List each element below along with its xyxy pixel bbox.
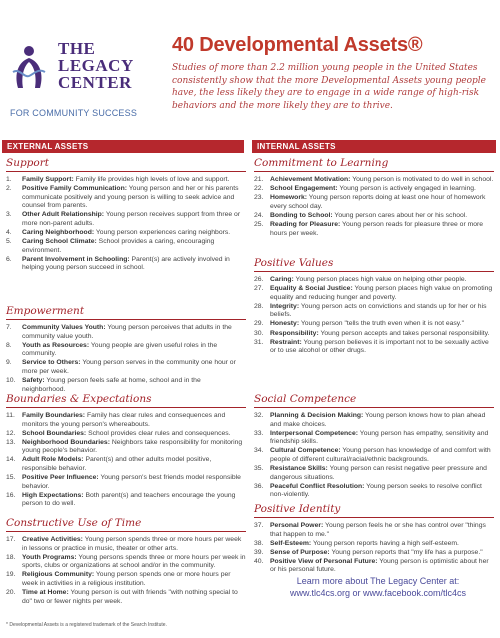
- asset-term: Parent Involvement in Schooling:: [22, 255, 130, 263]
- section-heading: Positive Values: [254, 256, 494, 272]
- logo-word-the: THE: [58, 39, 96, 58]
- asset-number: 12.: [6, 429, 16, 437]
- asset-item: [6, 536, 246, 553]
- asset-term: Honesty:: [270, 320, 300, 328]
- asset-item: [6, 256, 246, 273]
- asset-term: Restraint:: [270, 338, 302, 346]
- asset-item: [254, 558, 494, 575]
- asset-number: 39.: [254, 548, 264, 556]
- asset-term: Homework:: [270, 194, 308, 202]
- asset-item: [254, 194, 494, 211]
- asset-description: Young person can resist negative peer pressure and dangerous situations.: [270, 465, 487, 481]
- asset-term: Positive View of Personal Future:: [270, 557, 378, 565]
- asset-item: [6, 439, 246, 456]
- asset-item: [254, 185, 494, 194]
- asset-term: Personal Power:: [270, 522, 324, 529]
- section-heading: Boundaries & Expectations: [6, 392, 246, 408]
- asset-number: 17.: [6, 536, 16, 543]
- asset-description: Young person seeks to resolve conflict non-violently.: [270, 482, 482, 499]
- asset-term: Caring:: [270, 276, 294, 283]
- asset-description: Neighbors take responsibility for monitoring young people's behavior.: [22, 438, 243, 455]
- asset-number: 27.: [254, 285, 264, 293]
- asset-description: Young person has empathy, sensitivity and friendship skills.: [270, 429, 489, 446]
- asset-number: 15.: [6, 474, 16, 482]
- asset-item: [6, 589, 246, 606]
- learn-more-block: [262, 575, 494, 599]
- asset-item: [6, 359, 246, 376]
- trademark-footnote: * Developmental Assets is a registered trademark of the Search Institute.: [6, 622, 167, 628]
- asset-term: Planning & Decision Making:: [270, 412, 364, 419]
- asset-item: [254, 549, 494, 558]
- section-commitment-to-learning: [254, 156, 494, 239]
- asset-term: Self-Esteem:: [270, 539, 312, 547]
- section-heading: Empowerment: [6, 304, 246, 320]
- page-subtitle: Studies of more than 2.2 million young people in the United States consistently show that the more Developmental Assets young people have, the less likely they are to engage in a wide range of high-risk behaviors and the more likely they are to thrive.: [172, 63, 486, 111]
- asset-term: Responsibility:: [270, 329, 319, 337]
- asset-item: [254, 330, 494, 339]
- asset-number: 6.: [6, 255, 12, 263]
- asset-item: [254, 176, 494, 185]
- asset-number: 11.: [6, 412, 15, 419]
- asset-term: Safety:: [22, 377, 45, 385]
- asset-number: 20.: [6, 589, 16, 597]
- logo-word-center: CENTER: [58, 73, 132, 92]
- asset-term: Reading for Pleasure:: [270, 220, 341, 228]
- asset-description: Young person reports doing at least one hour of homework every school day.: [270, 194, 486, 210]
- asset-description: Parent(s) and other adults model positive, responsible behavior.: [22, 456, 212, 473]
- asset-description: School provides clear rules and consequences.: [86, 429, 231, 437]
- asset-term: Religious Community:: [22, 571, 95, 579]
- legacy-center-logo[interactable]: [6, 38, 166, 130]
- section-heading: Commitment to Learning: [254, 156, 494, 172]
- asset-term: Sense of Purpose:: [270, 548, 330, 556]
- section-social-competence: [254, 392, 494, 500]
- asset-term: Time at Home:: [22, 589, 69, 597]
- asset-item: [6, 176, 246, 185]
- section-positive-values: [254, 256, 494, 356]
- asset-number: 23.: [254, 194, 264, 202]
- asset-number: 21.: [254, 176, 264, 183]
- asset-item: [254, 447, 494, 464]
- asset-item: [6, 185, 246, 211]
- section-empowerment: [6, 304, 246, 395]
- asset-item: [6, 474, 246, 491]
- asset-item: [254, 412, 494, 429]
- asset-number: 38.: [254, 539, 264, 547]
- asset-number: 24.: [254, 211, 264, 219]
- asset-term: Youth Programs:: [22, 553, 77, 561]
- asset-description: Young person "tells the truth even when it is not easy.": [299, 320, 465, 328]
- asset-description: Young persons spends three or more hours per week in sports, clubs or organizations at school and/or in the community.: [22, 553, 246, 570]
- asset-description: Young person believes it is important not to be sexually active or to use alcohol or other drugs.: [270, 338, 489, 355]
- asset-number: 35.: [254, 465, 264, 473]
- asset-number: 32.: [254, 412, 264, 419]
- asset-number: 26.: [254, 276, 264, 283]
- asset-number: 14.: [6, 456, 16, 464]
- asset-term: High Expectations:: [22, 491, 84, 499]
- asset-item: [6, 342, 246, 359]
- asset-term: Achievement Motivation:: [270, 176, 351, 183]
- asset-number: 36.: [254, 482, 264, 490]
- page-title: 40 Developmental Assets®: [172, 34, 423, 56]
- asset-term: Other Adult Relationship:: [22, 211, 105, 219]
- learn-more-links[interactable]: www.tlc4cs.org or www.facebook.com/tlc4cs: [289, 588, 467, 598]
- asset-item: [254, 303, 494, 320]
- asset-term: Creative Activities:: [22, 536, 83, 543]
- asset-description: Young person receives support from three or more non-parent adults.: [22, 211, 241, 227]
- asset-description: Young person reports having a high self-esteem.: [311, 539, 459, 547]
- asset-description: Young person feels safe at home, school and in the neighborhood.: [22, 377, 201, 393]
- asset-number: 5.: [6, 238, 12, 246]
- asset-number: 4.: [6, 229, 12, 237]
- section-heading: Constructive Use of Time: [6, 516, 246, 532]
- asset-number: 30.: [254, 329, 264, 337]
- asset-term: Caring School Climate:: [22, 238, 97, 246]
- asset-term: Community Values Youth:: [22, 324, 106, 331]
- asset-description: Young person's best friends model responsible behavior.: [22, 474, 241, 490]
- asset-item: [254, 276, 494, 285]
- asset-item: [6, 456, 246, 473]
- learn-more-text: Learn more about The Legacy Center at:: [296, 576, 460, 586]
- asset-item: [6, 324, 246, 341]
- asset-term: School Boundaries:: [22, 429, 87, 437]
- asset-number: 29.: [254, 320, 264, 328]
- asset-description: Family has clear rules and consequences and monitors the young person's whereabouts.: [22, 412, 226, 428]
- asset-term: Neighborhood Boundaries:: [22, 438, 110, 446]
- asset-description: Family life provides high levels of love and support.: [73, 176, 230, 183]
- asset-item: [6, 229, 246, 238]
- asset-description: Young person experiences caring neighbors.: [94, 229, 231, 237]
- asset-item: [254, 483, 494, 500]
- asset-number: 22.: [254, 185, 264, 193]
- section-positive-identity: [254, 502, 494, 576]
- asset-description: Young person is motivated to do well in school.: [350, 176, 494, 183]
- section-support: [6, 156, 246, 274]
- asset-item: [6, 554, 246, 571]
- asset-number: 19.: [6, 571, 16, 579]
- asset-item: [254, 465, 494, 482]
- asset-term: Peaceful Conflict Resolution:: [270, 482, 365, 490]
- asset-number: 13.: [6, 438, 16, 446]
- asset-term: Caring Neighborhood:: [22, 229, 95, 237]
- section-heading: Social Competence: [254, 392, 494, 408]
- asset-item: [254, 212, 494, 221]
- asset-number: 25.: [254, 220, 264, 228]
- asset-item: [254, 320, 494, 329]
- asset-description: Young person spends three or more hours per week in lessons or practice in music, theater or other arts.: [22, 536, 242, 552]
- asset-item: [254, 540, 494, 549]
- section-heading: Support: [6, 156, 246, 172]
- asset-item: [6, 238, 246, 255]
- asset-number: 7.: [6, 324, 12, 331]
- asset-number: 34.: [254, 447, 264, 455]
- asset-description: School provides a caring, encouraging environment.: [22, 238, 215, 254]
- asset-description: Young person is optimistic about her or his personal future.: [270, 557, 489, 574]
- asset-item: [254, 339, 494, 356]
- external-assets-bar: EXTERNAL ASSETS: [2, 140, 244, 153]
- asset-item: [254, 221, 494, 238]
- asset-description: Young person accepts and takes personal responsibility.: [318, 329, 490, 337]
- asset-description: Young person and her or his parents communicate positively and young person is willing to seek advice and counsel from parents.: [22, 185, 239, 210]
- section-heading: Positive Identity: [254, 502, 494, 518]
- asset-description: Young person is actively engaged in learning.: [337, 185, 476, 193]
- asset-number: 1.: [6, 176, 12, 183]
- asset-item: [6, 492, 246, 509]
- asset-description: Young person reports that "my life has a purpose.": [329, 548, 483, 556]
- asset-number: 16.: [6, 491, 16, 499]
- asset-term: Cultural Competence:: [270, 447, 341, 455]
- asset-item: [6, 211, 246, 228]
- asset-term: Integrity:: [270, 302, 300, 310]
- asset-term: Resistance Skills:: [270, 465, 328, 473]
- asset-description: Young person knows how to plan ahead and make choices.: [270, 412, 486, 428]
- asset-description: Young person spends one or more hours per week in activities in a religious institution.: [22, 571, 231, 587]
- asset-number: 40.: [254, 557, 264, 565]
- section-constructive-use-of-time: [6, 516, 246, 607]
- asset-description: Young person cares about her or his school.: [332, 211, 468, 219]
- asset-description: Young person places high value on promoting equality and reducing hunger and poverty.: [270, 285, 493, 301]
- asset-number: 28.: [254, 302, 264, 310]
- asset-description: Young person feels he or she has control over "things that happen to me.": [270, 522, 486, 538]
- asset-item: [6, 430, 246, 439]
- asset-term: Bonding to School:: [270, 211, 333, 219]
- asset-item: [254, 285, 494, 302]
- asset-description: Young people are given useful roles in the community.: [22, 341, 218, 358]
- asset-term: Positive Peer Influence:: [22, 474, 99, 482]
- asset-number: 3.: [6, 211, 12, 219]
- asset-description: Young person reads for pleasure three or more hours per week.: [270, 220, 484, 237]
- asset-term: School Engagement:: [270, 185, 338, 193]
- asset-description: Both parent(s) and teachers encourage the young person to do well.: [22, 491, 236, 508]
- logo-word-legacy: LEGACY: [58, 56, 134, 75]
- asset-term: Interpersonal Competence:: [270, 429, 359, 437]
- asset-item: [6, 412, 246, 429]
- asset-description: Parent(s) are actively involved in helping young person succeed in school.: [22, 255, 230, 272]
- asset-number: 2.: [6, 185, 12, 193]
- asset-description: Young person perceives that adults in the community value youth.: [22, 324, 232, 340]
- asset-term: Positive Family Communication:: [22, 185, 127, 193]
- asset-number: 18.: [6, 553, 16, 561]
- asset-number: 10.: [6, 377, 16, 385]
- asset-number: 37.: [254, 522, 264, 529]
- logo-tagline: FOR COMMUNITY SUCCESS: [10, 108, 138, 118]
- asset-item: [254, 522, 494, 539]
- section-boundaries: [6, 392, 246, 510]
- asset-item: [254, 430, 494, 447]
- logo-emblem-icon: [10, 42, 48, 94]
- asset-term: Youth as Resources:: [22, 341, 90, 349]
- asset-term: Family Support:: [22, 176, 74, 183]
- asset-description: Young person places high value on helping other people.: [293, 276, 467, 283]
- asset-description: Young person acts on convictions and stands up for her or his beliefs.: [270, 302, 487, 319]
- asset-number: 9.: [6, 359, 12, 367]
- asset-number: 31.: [254, 338, 264, 346]
- asset-number: 33.: [254, 429, 264, 437]
- asset-description: Young person has knowledge of and comfort with people of different cultural/racial/ethnic backgrounds.: [270, 447, 491, 463]
- asset-term: Equality & Social Justice:: [270, 285, 353, 293]
- asset-item: [6, 571, 246, 588]
- asset-term: Adult Role Models:: [22, 456, 84, 464]
- asset-term: Service to Others:: [22, 359, 81, 367]
- internal-assets-bar: INTERNAL ASSETS: [252, 140, 496, 153]
- asset-description: Young person serves in the community one hour or more per week.: [22, 359, 236, 375]
- asset-description: Young person is out with friends "with nothing special to do" two or fewer nights per week.: [22, 589, 238, 605]
- asset-term: Family Boundaries:: [22, 412, 86, 419]
- header: [0, 0, 500, 140]
- asset-number: 8.: [6, 341, 12, 349]
